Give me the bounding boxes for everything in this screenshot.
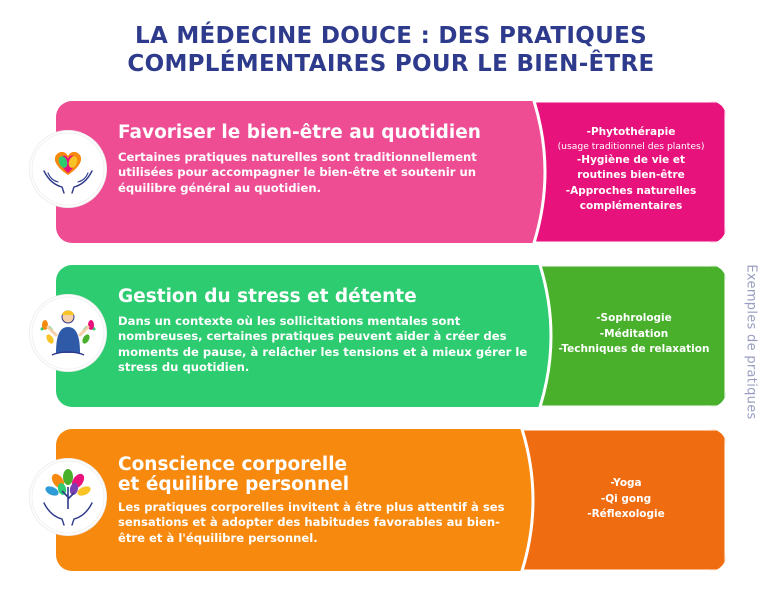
card-body-awareness-description: Les pratiques corporelles invitent à être plus attentif à ses sensations et à adopter des habitudes favorables au bien-être et à l'équilibre personnel. — [118, 500, 505, 545]
card-wellbeing-title: Favoriser le bien-être au quotidien — [118, 122, 481, 143]
page-title-line-1: LA MÉDECINE DOUCE : DES PRATIQUES — [134, 23, 647, 49]
card-wellbeing-text — [118, 123, 523, 196]
hands-tree-icon — [30, 459, 106, 535]
card-wellbeing — [56, 101, 726, 243]
card-body-awareness — [56, 429, 726, 571]
example-item: -Sophrologie — [596, 312, 672, 324]
card-stress-text — [118, 287, 538, 375]
example-item: -Qi gong — [600, 492, 652, 505]
meditating-person-icon — [30, 295, 106, 371]
page-title-line-2: COMPLÉMENTAIRES POUR LE BIEN-ÊTRE — [127, 51, 655, 77]
example-item: -Approches naturelles — [565, 184, 697, 197]
example-item: routines bien-être — [577, 169, 685, 182]
card-stress-examples — [542, 311, 726, 358]
example-item-note: (usage traditionnel des plantes) — [557, 140, 705, 152]
page-title — [0, 22, 782, 78]
example-item: -Méditation — [599, 327, 669, 340]
example-item: -Hygiène de vie et — [576, 153, 686, 166]
example-item: -Phytothérapie — [586, 126, 676, 138]
side-label-examples: Exemples de pratiques — [743, 264, 759, 420]
example-item: complémentaires — [579, 200, 683, 213]
example-item: -Réflexologie — [587, 508, 665, 521]
card-stress-description: Dans un contexte où les sollicitations mentales sont nombreuses, certaines pratiques peuvent aider à créer des moments de pause, à relâcher les tensions et à mieux gérer le stress du quotidien. — [118, 314, 528, 374]
card-body-awareness-title-line-1: Conscience corporelle — [118, 454, 348, 475]
card-stress-title: Gestion du stress et détente — [118, 286, 417, 307]
card-body-awareness-title-line-2: et équilibre personnel — [118, 474, 350, 495]
card-body-awareness-text — [118, 455, 523, 546]
card-wellbeing-description: Certaines pratiques naturelles sont traditionnellement utilisées pour accompagner le bien-être et soutenir un équilibre général au quotidien. — [118, 150, 477, 195]
example-item: -Techniques de relaxation — [558, 343, 710, 356]
card-body-awareness-examples — [526, 476, 726, 523]
card-stress — [56, 265, 726, 407]
card-wellbeing-examples — [536, 125, 726, 215]
hands-heart-icon — [30, 131, 106, 207]
example-item: -Yoga — [610, 477, 642, 489]
